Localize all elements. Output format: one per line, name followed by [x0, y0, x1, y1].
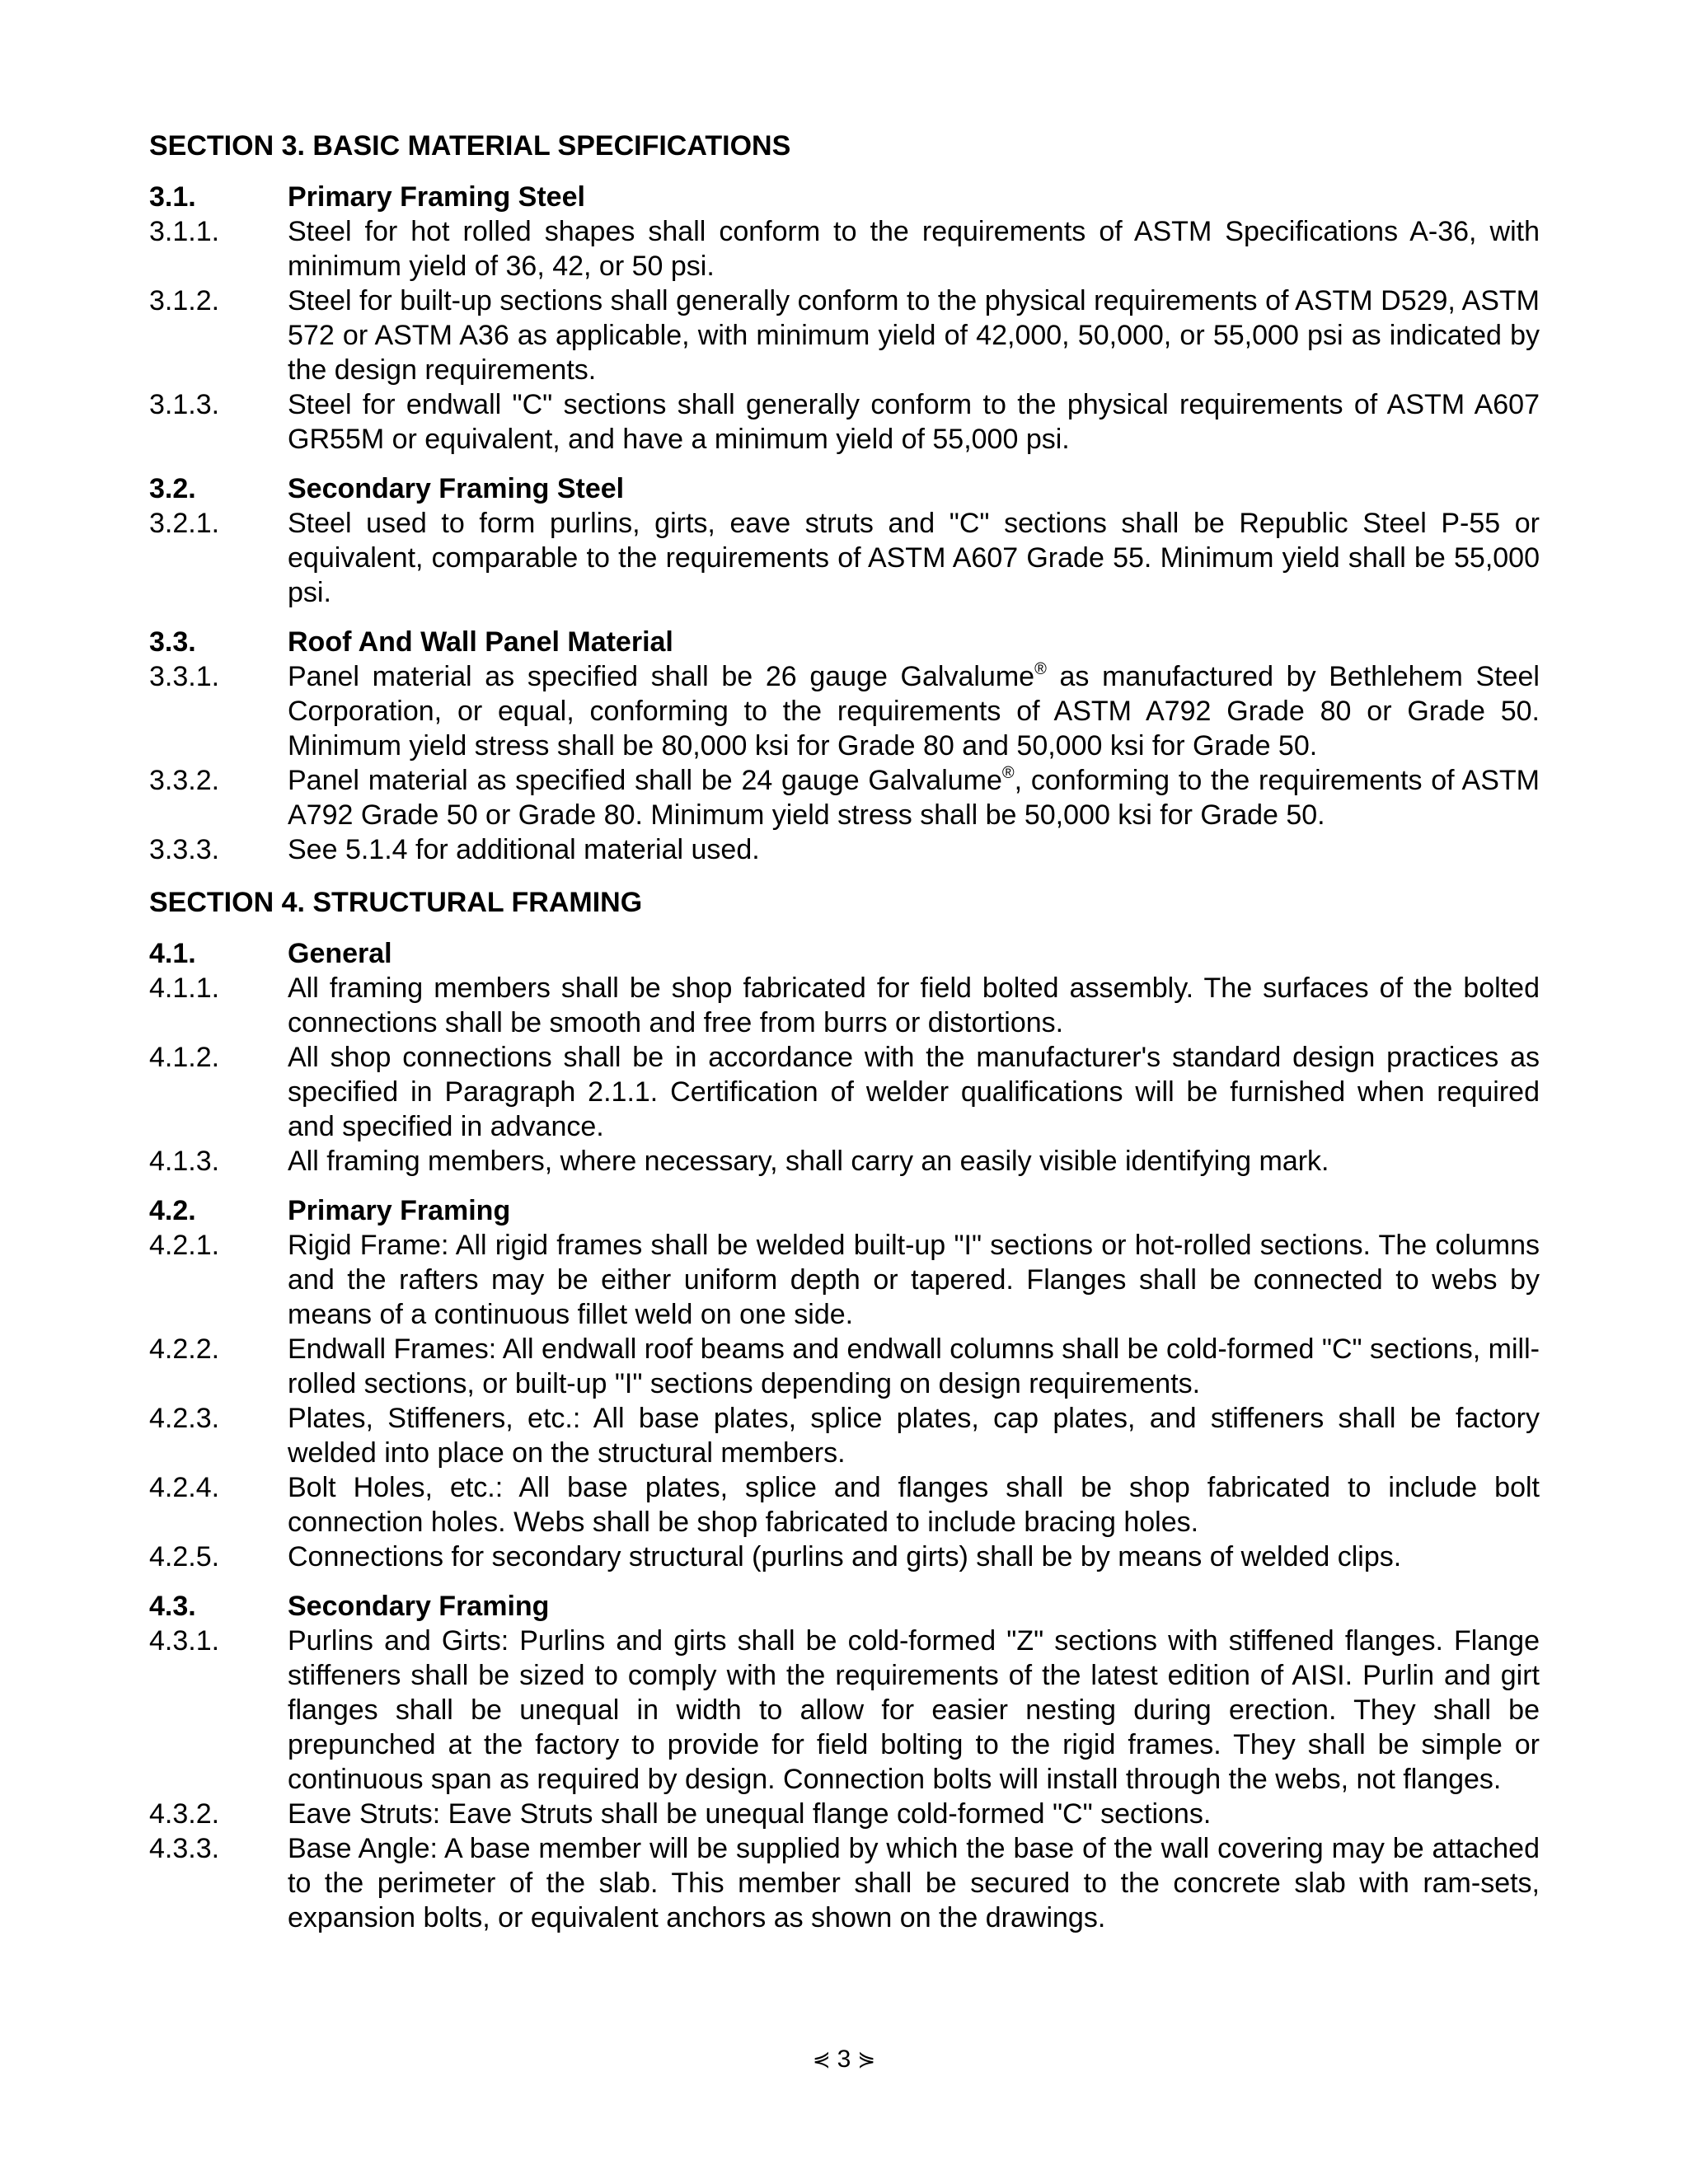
item-text: Base Angle: A base member will be supplied by which the base of the wall covering may be attached to the perimeter of the slab. This member shall be secured to the concrete slab with ram-sets, expansion bolts, or equivalent anchors as shown on the drawings.: [288, 1833, 1540, 1933]
item-text: Connections for secondary structural (purlins and girts) shall be by means of welded clips.: [288, 1541, 1402, 1572]
item-number: 3.2.1.: [149, 508, 220, 539]
item-text-part: as manufactured by Bethlehem Steel Corporation, or equal, conforming to the requirements of ASTM A792 Grade 80 or Grade 50. Minimum yield stress shall be 80,000 ksi for Grade 80 and 50,000 ksi for Grade 50.: [288, 661, 1540, 762]
item-text: [288, 763, 1540, 832]
item-number: 3.1.2.: [149, 285, 220, 316]
subsection-number: 4.1.: [149, 938, 196, 969]
item-number: 4.1.1.: [149, 972, 220, 1004]
item-text: Rigid Frame: All rigid frames shall be welded built-up "I" sections or hot-rolled sections. The columns and the rafters may be either uniform depth or tapered. Flanges shall be connected to webs by means of a continuous fillet weld on one side.: [288, 1230, 1540, 1330]
subsection: [149, 936, 1540, 1179]
item-text-part: Panel material as specified shall be 26 gauge Galvalume: [288, 661, 1035, 692]
subsection-title: Primary Framing: [288, 1195, 511, 1226]
subsection-number: 3.2.: [149, 473, 196, 504]
spec-item: [149, 1470, 1540, 1540]
spec-item: [149, 971, 1540, 1040]
item-text: Plates, Stiffeners, etc.: All base plates, splice plates, cap plates, and stiffeners shall be factory welded into place on the structural members.: [288, 1403, 1540, 1469]
subsection-title: General: [288, 938, 392, 969]
section-heading: SECTION 4. STRUCTURAL FRAMING: [149, 887, 643, 918]
item-number: 4.2.2.: [149, 1333, 220, 1365]
subsection: [149, 180, 1540, 457]
item-number: 4.3.2.: [149, 1798, 220, 1830]
item-number: 4.3.1.: [149, 1625, 220, 1657]
subsection-number: 4.3.: [149, 1591, 196, 1622]
spec-item: [149, 1332, 1540, 1401]
subsection-heading: [149, 471, 1540, 506]
subsection-title: Roof And Wall Panel Material: [288, 626, 673, 658]
subsection-heading: [149, 936, 1540, 971]
item-number: 4.1.2.: [149, 1042, 220, 1073]
item-text: All framing members, where necessary, shall carry an easily visible identifying mark.: [288, 1146, 1329, 1177]
page-number: 3: [837, 2046, 851, 2073]
item-text: Purlins and Girts: Purlins and girts shall be cold-formed "Z" sections with stiffened flanges. Flange stiffeners shall be sized to comply with the requirements of the latest edition of AISI. Purlin and girt flanges shall be unequal in width to allow for easier nesting during erection. They shall be prepunched at the factory to provide for field bolting to the rigid frames. They shall be simple or continuous span as required by design. Connection bolts will install through the webs, not flanges.: [288, 1625, 1540, 1795]
item-number: 3.1.3.: [149, 389, 220, 420]
item-number: 3.3.3.: [149, 834, 220, 865]
item-number: 4.2.5.: [149, 1541, 220, 1572]
subsection-title: Secondary Framing Steel: [288, 473, 625, 504]
spec-item: [149, 284, 1540, 387]
subsection-heading: [149, 1193, 1540, 1228]
spec-item: [149, 1401, 1540, 1470]
spec-item: [149, 1228, 1540, 1332]
subsection-heading: [149, 180, 1540, 214]
subsection-heading: [149, 1589, 1540, 1624]
spec-item: [149, 1040, 1540, 1144]
subsection: [149, 471, 1540, 610]
item-text: All framing members shall be shop fabricated for field bolted assembly. The surfaces of the bolted connections shall be smooth and free from burrs or distortions.: [288, 972, 1540, 1038]
document-page: [149, 129, 1540, 1950]
spec-item: [149, 659, 1540, 763]
item-number: 4.3.3.: [149, 1833, 220, 1864]
item-number: 3.3.2.: [149, 765, 220, 796]
spec-item: [149, 1144, 1540, 1179]
subsection: [149, 625, 1540, 867]
spec-item: [149, 387, 1540, 457]
subsection-number: 3.1.: [149, 181, 196, 213]
spec-item: [149, 1624, 1540, 1797]
subsection-title: Secondary Framing: [288, 1591, 550, 1622]
item-text-part: Panel material as specified shall be 24 gauge Galvalume: [288, 765, 1002, 796]
spec-item: [149, 214, 1540, 284]
item-text: Steel for endwall "C" sections shall generally conform to the physical requirements of ASTM A607 GR55M or equivalent, and have a minimum yield of 55,000 psi.: [288, 389, 1540, 455]
footer-right-arrow-icon: ⋟: [857, 2046, 876, 2071]
subsection-title: Primary Framing Steel: [288, 181, 585, 213]
item-number: 4.2.3.: [149, 1403, 220, 1434]
subsection-number: 4.2.: [149, 1195, 196, 1226]
item-text: Steel used to form purlins, girts, eave struts and "C" sections shall be Republic Steel P-55 or equivalent, comparable to the requirements of ASTM A607 Grade 55. Minimum yield shall be 55,000 psi.: [288, 508, 1540, 608]
item-number: 4.2.1.: [149, 1230, 220, 1261]
subsection-heading: [149, 625, 1540, 659]
item-text: [288, 659, 1540, 763]
spec-item: [149, 506, 1540, 610]
subsection: [149, 1589, 1540, 1935]
subsection-number: 3.3.: [149, 626, 196, 658]
item-text-part: , conforming to the requirements of ASTM A792 Grade 50 or Grade 80. Minimum yield stress shall be 50,000 ksi for Grade 50.: [288, 765, 1540, 831]
spec-item: [149, 832, 1540, 867]
registered-mark: ®: [1001, 764, 1015, 782]
section-heading: SECTION 3. BASIC MATERIAL SPECIFICATIONS: [149, 130, 791, 162]
item-text: Endwall Frames: All endwall roof beams and endwall columns shall be cold-formed "C" sections, mill-rolled sections, or built-up "I" sections depending on design requirements.: [288, 1333, 1540, 1399]
item-text: Steel for built-up sections shall generally conform to the physical requirements of ASTM D529, ASTM 572 or ASTM A36 as applicable, with minimum yield of 42,000, 50,000, or 55,000 psi as indicated by the design requirements.: [288, 285, 1540, 386]
spec-item: [149, 1797, 1540, 1831]
registered-mark: ®: [1034, 660, 1047, 678]
item-text: All shop connections shall be in accordance with the manufacturer's standard design practices as specified in Paragraph 2.1.1. Certification of welder qualifications will be furnished when required and specified in advance.: [288, 1042, 1540, 1142]
item-text: Steel for hot rolled shapes shall conform to the requirements of ASTM Specifications A-36, with minimum yield of 36, 42, or 50 psi.: [288, 216, 1540, 282]
item-text: Bolt Holes, etc.: All base plates, splice and flanges shall be shop fabricated to include bolt connection holes. Webs shall be shop fabricated to include bracing holes.: [288, 1472, 1540, 1538]
section-block: [149, 885, 1540, 1935]
page-footer: [0, 2042, 1688, 2076]
spec-item: [149, 1831, 1540, 1935]
spec-item: [149, 1540, 1540, 1574]
footer-left-arrow-icon: ⋞: [812, 2046, 831, 2071]
section-block: [149, 129, 1540, 867]
item-number: 3.1.1.: [149, 216, 220, 247]
item-number: 4.1.3.: [149, 1146, 220, 1177]
item-number: 3.3.1.: [149, 661, 220, 692]
item-text: See 5.1.4 for additional material used.: [288, 834, 760, 865]
spec-item: [149, 763, 1540, 832]
item-text: Eave Struts: Eave Struts shall be unequal flange cold-formed "C" sections.: [288, 1798, 1212, 1830]
subsection: [149, 1193, 1540, 1574]
item-number: 4.2.4.: [149, 1472, 220, 1503]
